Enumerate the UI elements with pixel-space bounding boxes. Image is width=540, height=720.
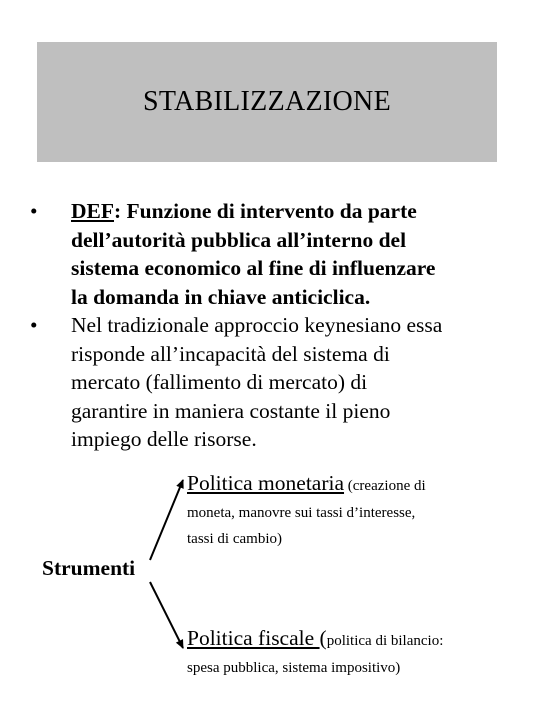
bullet-marker: • (30, 199, 38, 223)
fiscal-policy-desc-start: politica di bilancio: (326, 633, 444, 649)
definition-line-2: dell’autorità pubblica all’interno del (71, 227, 407, 252)
definition-term: DEF (71, 199, 114, 223)
strumenti-label: Strumenti (42, 556, 136, 580)
keynesian-line-5: impiego delle risorse. (71, 427, 257, 451)
definition-line-4: la domanda in chiave anticiclica. (71, 284, 371, 309)
definition-line-3: sistema economico al fine di influenzare (71, 256, 436, 280)
keynesian-line-4: garantire in maniera costante il pieno (71, 398, 391, 423)
fiscal-policy-desc-line-1: spesa pubblica, sistema impositivo) (187, 660, 401, 676)
monetary-policy-desc-start: (creazione di (344, 478, 426, 494)
bullet-marker: • (30, 313, 38, 337)
arrow-to-fiscal (150, 582, 183, 648)
monetary-policy-desc-line-2: tassi di cambio) (187, 531, 282, 547)
fiscal-policy-name: Politica fiscale (187, 626, 320, 650)
slide-title: STABILIZZAZIONE (143, 86, 391, 117)
keynesian-line-3: mercato (fallimento di mercato) di (71, 370, 368, 394)
fiscal-policy-paren: ( (319, 626, 327, 650)
keynesian-line-2: risponde all’incapacità del sistema di (71, 341, 390, 366)
monetary-policy-name: Politica monetaria (187, 471, 345, 495)
definition-text-1: Funzione di intervento da parte (126, 199, 417, 223)
keynesian-line-1: Nel tradizionale approccio keynesiano essa (71, 313, 443, 337)
monetary-policy-desc-line-1: moneta, manovre sui tassi d’interesse, (187, 505, 416, 521)
arrow-to-monetary (150, 480, 183, 560)
definition-separator: : (114, 199, 127, 223)
